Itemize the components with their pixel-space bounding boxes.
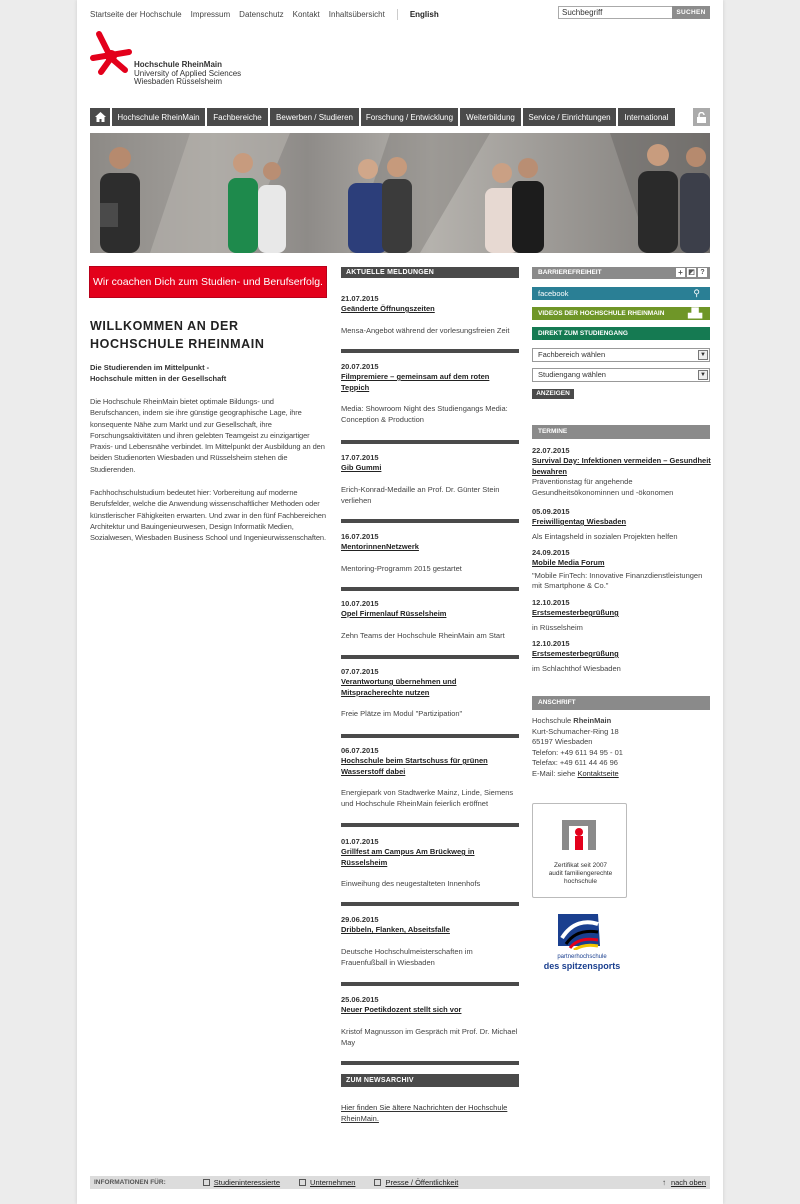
events-header: TERMINE [532, 425, 710, 439]
help-icon[interactable]: ? [698, 268, 707, 277]
welcome-subtitle-line1: Die Studierenden im Mittelpunkt - [90, 363, 210, 372]
family-audit-certificate[interactable] [532, 803, 627, 898]
footer-link-label: Unternehmen [310, 1178, 356, 1187]
event-desc: Als Eintagsheld in sozialen Projekten helfen [532, 531, 678, 541]
news-desc: Energiepark von Stadtwerke Mainz, Linde, Siemens und Hochschule RheinMain feierlich eröffnet [341, 788, 514, 808]
news-title-link[interactable]: Verantwortung übernehmen und Mitspracherechte nutzen [341, 677, 457, 697]
news-title-link[interactable]: Neuer Poetikdozent stellt sich vor [341, 1005, 462, 1014]
arrow-up-icon: ↑ [661, 1178, 666, 1187]
address-fax: Telefax: +49 611 44 46 96 [532, 758, 618, 767]
nav-item-weiterbildung[interactable]: Weiterbildung [460, 108, 521, 126]
top-link-home[interactable]: Startseite der Hochschule [90, 9, 182, 19]
news-title-link[interactable]: Filmpremiere – gemeinsam auf dem roten Teppich [341, 372, 490, 392]
hero-photo [90, 133, 710, 253]
program-select-value: Studiengang wählen [538, 370, 606, 379]
news-title-link[interactable]: Geänderte Öffnungszeiten [341, 304, 435, 313]
news-title-link[interactable]: Opel Firmenlauf Rüsselsheim [341, 609, 447, 618]
news-title-link[interactable]: Hochschule beim Startschuss für grünen Wasserstoff dabei [341, 756, 488, 776]
event-desc: im Schlachthof Wiesbaden [532, 663, 621, 673]
event-date: 12.10.2015 [532, 598, 570, 607]
news-separator [341, 519, 519, 523]
news-desc: Kristof Magnusson im Gespräch mit Prof. Dr. Michael May [341, 1026, 518, 1047]
news-date: 17.07.2015 [341, 453, 379, 462]
news-title-link[interactable]: MentorinnenNetzwerk [341, 542, 419, 551]
news-date: 06.07.2015 [341, 746, 379, 755]
nav-item-international[interactable]: International [618, 108, 675, 126]
faculty-select[interactable] [532, 348, 710, 362]
contact-page-link[interactable]: Kontaktseite [577, 768, 619, 778]
arrow-box-icon [374, 1179, 381, 1186]
arrow-box-icon [299, 1179, 306, 1186]
footer-label: INFORMATIONEN FÜR: [94, 1179, 166, 1186]
address-name [532, 716, 712, 727]
news-header: AKTUELLE MELDUNGEN [341, 267, 519, 278]
videos-label: VIDEOS DER HOCHSCHULE RHEINMAIN [538, 310, 665, 317]
facebook-label: facebook [538, 289, 569, 298]
news-item [341, 667, 519, 719]
event-item [532, 548, 712, 592]
certificate-line1: Zertifikat seit 2007 [553, 862, 608, 869]
nav-item-forschung[interactable]: Forschung / Entwicklung [361, 108, 458, 126]
login-button[interactable] [693, 108, 710, 126]
welcome-paragraph-2: Fachhochschulstudium bedeutet hier: Vorbereitung auf moderne Berufsfelder, welche die Anwendung wissenschaftlicher Methoden oder künstlerischer Fähigkeiten erwarten. Und zwar in den fünf Fachbereichen Architektur und Bauingenieurwesen, Design Informatik Medien, Sozialwesen, Wiesbaden Business School und Ingenieurwissenschaften. [90, 488, 326, 543]
address-street: Kurt-Schumacher-Ring 18 [532, 726, 619, 736]
logo-name: Hochschule RheinMain [134, 60, 223, 69]
search-button[interactable]: SUCHEN [672, 6, 710, 19]
nav-item-bewerben[interactable]: Bewerben / Studieren [270, 108, 359, 126]
main-nav [90, 108, 677, 126]
news-date: 25.06.2015 [341, 995, 379, 1004]
event-title-link[interactable]: Mobile Media Forum [532, 558, 605, 567]
news-archive-header[interactable]: ZUM NEWSARCHIV [341, 1074, 519, 1087]
news-desc: Deutsche Hochschulmeisterschaften im Frauenfußball in Wiesbaden [341, 946, 473, 967]
sport-line1: partnerhochschule [557, 954, 607, 960]
event-date: 05.09.2015 [532, 507, 570, 516]
event-title-link[interactable]: Erstsemesterbegrüßung [532, 649, 619, 658]
top-link-privacy[interactable]: Datenschutz [239, 9, 284, 19]
videos-button[interactable] [532, 307, 710, 320]
facebook-icon: ⚲ [693, 288, 700, 298]
news-date: 10.07.2015 [341, 599, 379, 608]
news-item [341, 746, 519, 809]
address-city: 65197 Wiesbaden [532, 737, 593, 746]
chevron-down-icon: ▼ [698, 370, 708, 380]
news-separator [341, 655, 519, 659]
top-links [90, 8, 448, 20]
event-item [532, 507, 712, 542]
people-icon: ▟▙ [688, 308, 702, 318]
news-item [341, 532, 519, 574]
news-item [341, 837, 519, 889]
footer-link-press[interactable] [374, 1178, 458, 1187]
logo-text [134, 61, 241, 87]
certificate-logo-icon [560, 816, 600, 856]
arrow-box-icon [203, 1179, 210, 1186]
news-date: 01.07.2015 [341, 837, 379, 846]
font-size-icon[interactable]: + [676, 268, 685, 277]
news-desc: Zehn Teams der Hochschule RheinMain am Start [341, 630, 505, 640]
hero-image [90, 133, 710, 253]
home-icon [95, 112, 106, 122]
event-desc: in Rüsselsheim [532, 622, 583, 632]
direct-program-header: DIREKT ZUM STUDIENGANG [532, 327, 710, 340]
news-archive-link[interactable]: Hier finden Sie ältere Nachrichten der Hochschule RheinMain. [341, 1103, 508, 1123]
search-input[interactable] [558, 6, 672, 19]
logo-subtitle: University of Applied Sciences [134, 68, 242, 78]
nav-item-service[interactable]: Service / Einrichtungen [523, 108, 616, 126]
sport-logo-icon [554, 910, 604, 950]
news-separator [341, 982, 519, 986]
address-name-prefix: Hochschule [532, 716, 574, 725]
top-link-contact[interactable]: Kontakt [292, 9, 320, 19]
welcome-paragraph-1: Die Hochschule RheinMain bietet optimale Bildungs- und Berufschancen, indem sie ihre günstige geographische Lage, ihre konsequente Nähe zum Markt und zur Gesellschaft, ihre Forschungsaktivitäten und ihren gelebten Teamgeist zu einzigartiger Praxis- und Lebensnähe verbindet. Im Mittelpunkt der Ausbildung an den beiden Studienorten Wiesbaden und Rüsselsheim stehen die Studierenden. [90, 397, 325, 474]
welcome-subtitle-line2: Hochschule mitten in der Gesellschaft [90, 374, 227, 383]
address-header: ANSCHRIFT [532, 696, 710, 710]
search-form [558, 6, 710, 19]
news-separator [341, 734, 519, 738]
sport-text [532, 953, 632, 971]
coach-banner[interactable]: Wir coachen Dich zum Studien- und Berufserfolg. [89, 266, 327, 298]
welcome-title-line1: WILLKOMMEN AN DER [90, 319, 239, 333]
welcome-subtitle [90, 362, 326, 384]
news-separator [341, 349, 519, 353]
address-email-prefix: E-Mail: siehe [532, 768, 578, 778]
news-item [341, 599, 519, 641]
event-item [532, 598, 712, 633]
back-to-top-label: nach oben [670, 1178, 706, 1187]
event-date: 12.10.2015 [532, 639, 570, 648]
divider [397, 9, 398, 20]
news-item [341, 362, 519, 425]
accessibility-bar [532, 267, 710, 279]
address-email [532, 769, 712, 780]
back-to-top-link[interactable] [662, 1178, 706, 1187]
welcome-title [90, 317, 326, 353]
news-desc: Erich-Konrad-Medaille an Prof. Dr. Günter Stein verliehen [341, 484, 500, 505]
language-link[interactable]: English [409, 9, 439, 19]
address-phone: Telefon: +49 611 94 95 - 01 [532, 747, 623, 757]
news-desc: Freie Plätze im Modul "Partizipation" [341, 709, 463, 718]
certificate-text [533, 862, 628, 886]
news-item [341, 915, 519, 968]
nav-home-button[interactable] [90, 108, 110, 126]
news-item [341, 995, 519, 1048]
event-title-link[interactable]: Erstsemesterbegrüßung [532, 608, 619, 617]
news-separator [341, 587, 519, 591]
address-block [532, 716, 712, 779]
news-date: 07.07.2015 [341, 667, 379, 676]
footer-link-companies[interactable] [299, 1178, 355, 1187]
event-date: 24.09.2015 [532, 548, 570, 557]
news-separator [341, 823, 519, 827]
logo-star-icon [89, 28, 139, 78]
top-link-imprint[interactable]: Impressum [190, 9, 231, 19]
news-title-link[interactable]: Dribbeln, Flanken, Abseitsfalle [341, 925, 450, 934]
news-separator [341, 1061, 519, 1065]
nav-item-fachbereiche[interactable]: Fachbereiche [207, 108, 268, 126]
footer-link-prospective[interactable] [203, 1178, 280, 1187]
sport-line2: des spitzensports [543, 961, 621, 971]
news-title-link[interactable]: Gib Gummi [341, 463, 382, 472]
news-date: 29.06.2015 [341, 915, 379, 924]
certificate-line2: audit familiengerechte [548, 870, 613, 877]
contrast-icon[interactable]: ◩ [688, 269, 695, 276]
nav-item-hochschule[interactable]: Hochschule RheinMain [112, 108, 205, 126]
page [77, 0, 723, 1204]
certificate-line3: hochschule [564, 878, 597, 885]
event-desc: Präventionstag für angehende Gesundheitsökonominnen und -ökonomen [532, 477, 674, 497]
event-item [532, 446, 712, 498]
event-title-link[interactable]: Survival Day: Infektionen vermeiden – Gesundheit bewahren [532, 456, 711, 476]
news-desc: Media: Showroom Night des Studiengangs Media: Conception & Production [341, 404, 508, 424]
welcome-title-line2: HOCHSCHULE RHEINMAIN [90, 337, 265, 351]
accessibility-tools [676, 268, 707, 277]
event-desc: "Mobile FinTech: Innovative Finanzdienstleistungen mit Smartphone & Co." [532, 570, 703, 590]
chevron-down-icon: ▼ [698, 350, 708, 360]
show-button[interactable]: ANZEIGEN [532, 389, 574, 399]
news-title-link[interactable]: Grillfest am Campus Am Brückweg in Rüsselsheim [341, 847, 475, 867]
news-desc: Mentoring-Programm 2015 gestartet [341, 563, 462, 573]
accessibility-label: BARRIEREFREIHEIT [538, 269, 602, 276]
event-date: 22.07.2015 [532, 446, 570, 455]
program-select[interactable] [532, 368, 710, 382]
lock-icon [696, 112, 707, 123]
sport-partner-logo[interactable] [532, 910, 632, 974]
news-date: 20.07.2015 [341, 362, 379, 371]
event-title-link[interactable]: Freiwilligentag Wiesbaden [532, 517, 627, 526]
facebook-button[interactable] [532, 287, 710, 300]
logo-locations: Wiesbaden Rüsselsheim [134, 77, 223, 86]
footer-bar [90, 1176, 710, 1189]
address-name-bold: RheinMain [573, 716, 612, 725]
news-item [341, 453, 519, 506]
news-item [341, 294, 519, 336]
news-desc: Einweihung des neugestalteten Innenhofs [341, 879, 481, 888]
faculty-select-value: Fachbereich wählen [538, 350, 606, 359]
news-date: 21.07.2015 [341, 294, 379, 303]
top-link-sitemap[interactable]: Inhaltsübersicht [328, 9, 385, 19]
news-date: 16.07.2015 [341, 532, 379, 541]
news-separator [341, 902, 519, 906]
event-item [532, 639, 712, 674]
news-desc: Mensa-Angebot während der vorlesungsfreien Zeit [341, 325, 510, 335]
news-separator [341, 440, 519, 444]
footer-link-label: Studieninteressierte [213, 1178, 281, 1187]
footer-link-label: Presse / Öffentlichkeit [385, 1178, 459, 1187]
